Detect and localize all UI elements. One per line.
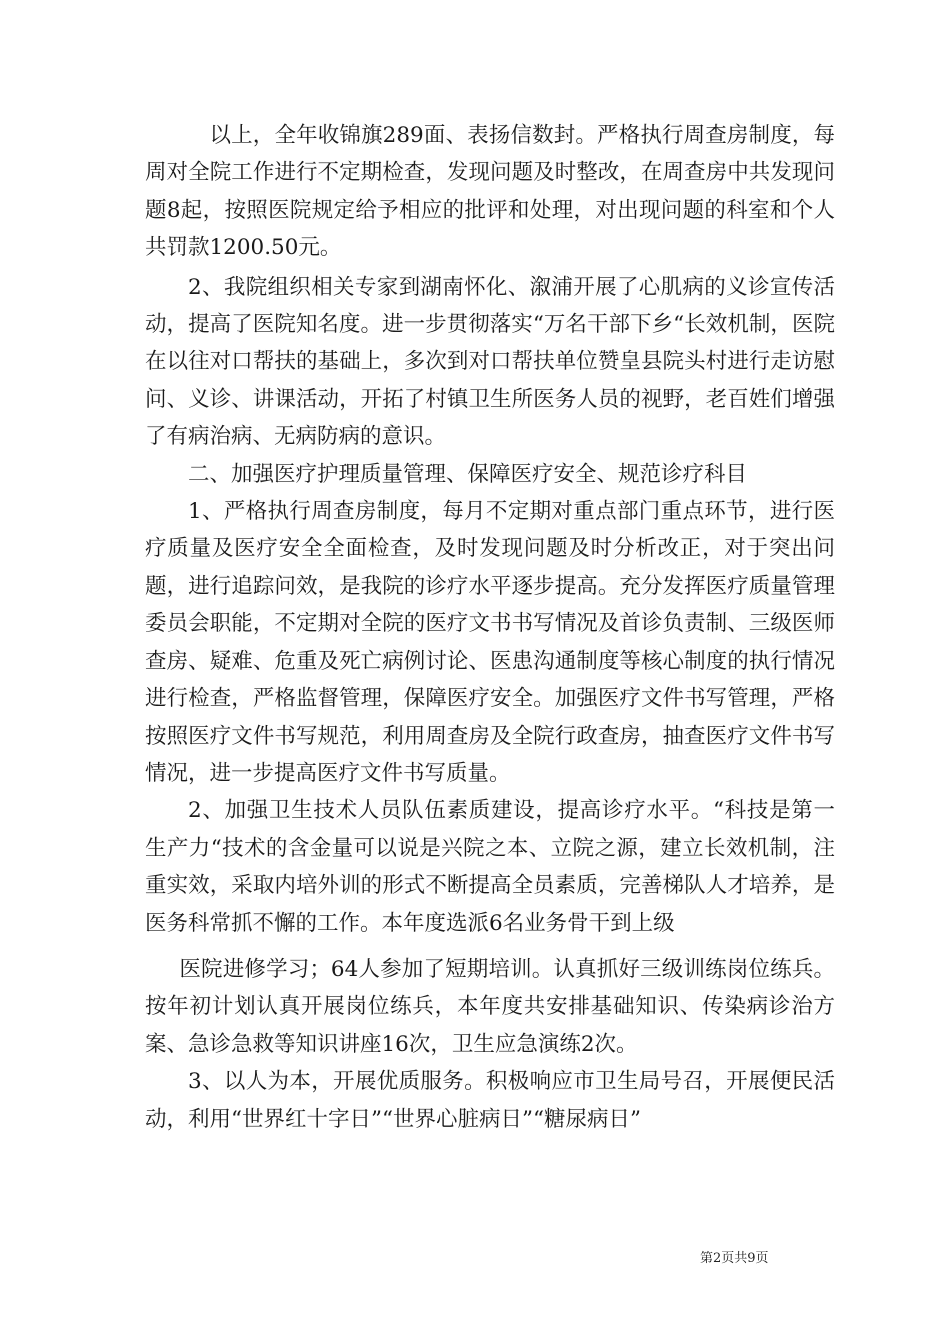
section-heading: 二、加强医疗护理质量管理、保障医疗安全、规范诊疗科目 <box>188 461 748 487</box>
page-number: 第2页共9页 <box>700 1251 769 1266</box>
paragraph-1: 以上，全年收锦旗289面、表扬信数封。严格执行周查房制度，每周对全院工作进行不定期检查，发现问题及时整改，在周查房中共发现问题8起，按照医院规定给予相应的批评和处理，对出现问题的科室和个人共罚款1200.50元。 <box>145 123 835 261</box>
paragraph-2: 2、我院组织相关专家到湖南怀化、溆浦开展了心肌病的义诊宣传活动，提高了医院知名度。进一步贯彻落实“万名干部下乡“长效机制，医院在以往对口帮扶的基础上，多次到对口帮扶单位赞皇县院头村进行走访慰问、义诊、讲课活动，开拓了村镇卫生所医务人员的视野，老百姓们增强了有病治病、无病防病的意识。 <box>145 274 835 450</box>
paragraph-3: 1、严格执行周查房制度，每月不定期对重点部门重点环节，进行医疗质量及医疗安全全面检查，及时发现问题及时分析改正，对于突出问题，进行追踪问效，是我院的诊疗水平逐步提高。充分发挥医疗质量管理委员会职能，不定期对全院的医疗文书书写情况及首诊负责制、三级医师查房、疑难、危重及死亡病例讨论、医患沟通制度等核心制度的执行情况进行检查，严格监督管理，保障医疗安全。加强医疗文件书写管理，严格按照医疗文件书写规范，利用周查房及全院行政查房，抽查医疗文件书写情况，进一步提高医疗文件书写质量。 <box>145 499 835 786</box>
paragraph-4: 2、加强卫生技术人员队伍素质建设，提高诊疗水平。“科技是第一生产力“技术的含金量可以说是兴院之本、立院之源，建立长效机制，注重实效，采取内培外训的形式不断提高全员素质，完善梯队人才培养，是医务科常抓不懈的工作。本年度选派6名业务骨干到上级 <box>145 798 835 936</box>
paragraph-5: 医院进修学习；64人参加了短期培训。认真抓好三级训练岗位练兵。按年初计划认真开展岗位练兵，本年度共安排基础知识、传染病诊治方案、急诊急救等知识讲座16次，卫生应急演练2次。 <box>145 956 835 1057</box>
document-body <box>145 117 835 1138</box>
paragraph-6: 3、以人为本，开展优质服务。积极响应市卫生局号召，开展便民活动，利用“世界红十字日”“世界心脏病日”“糖尿病日” <box>145 1069 835 1132</box>
